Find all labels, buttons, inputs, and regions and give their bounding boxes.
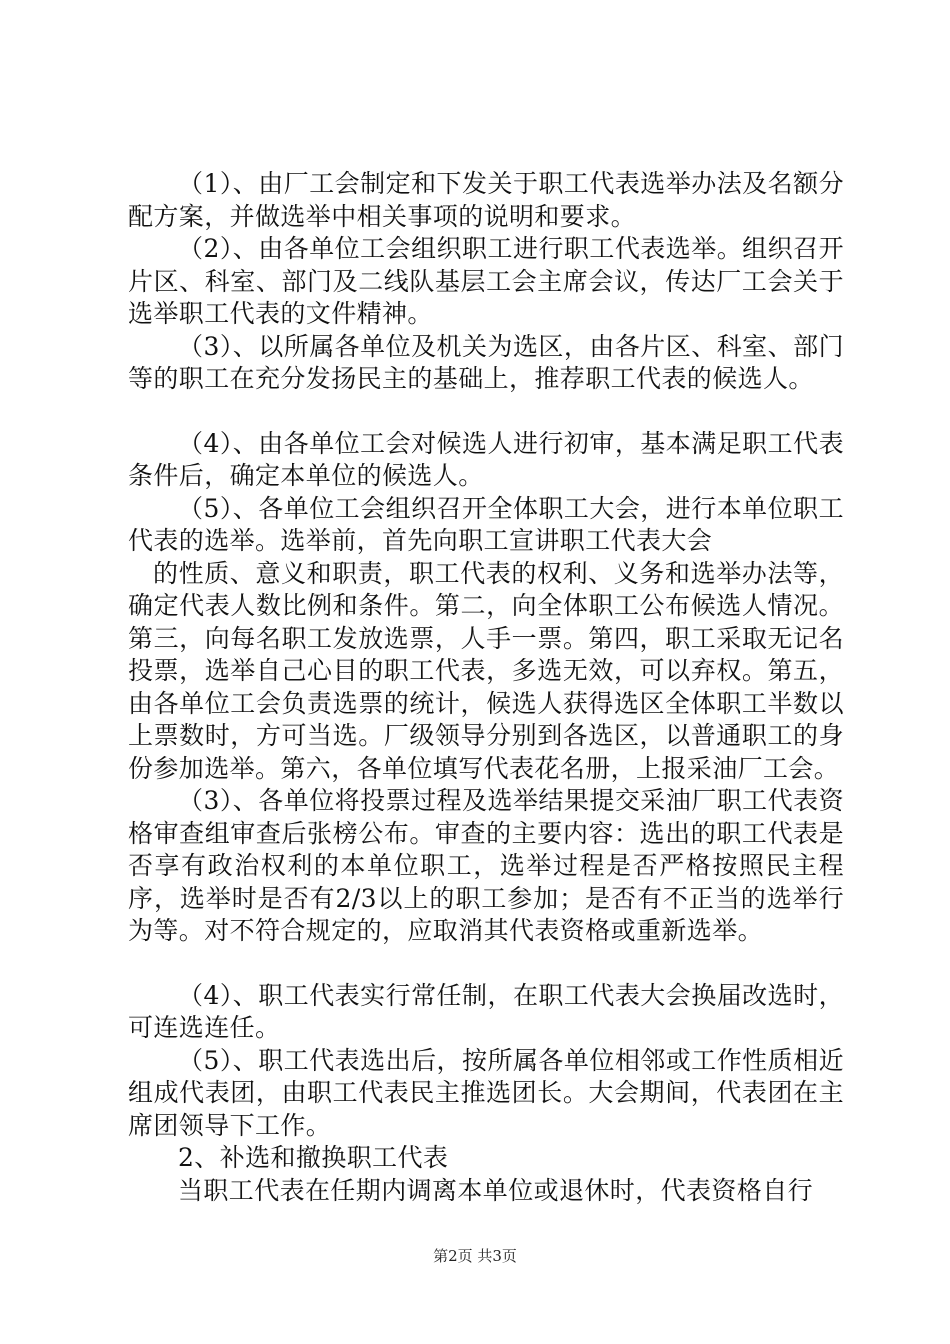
section-heading: 2、补选和撤换职工代表 bbox=[178, 1143, 449, 1172]
paragraph-6: 的性质、意义和职责，职工代表的权利、义务和选举办法等，确定代表人数比例和条件。第二，向全体职工公布候选人情况。第三，向每名职工发放选票，人手一票。第四，职工采取无记名投票，选举自己心目的职工代表，多选无效，可以弃权。第五，由各单位工会负责选票的统计，候选人获得选区全体职工半数以上票数时，方可当选。厂级领导分别到各选区，以普通职工的身份参加选举。第六，各单位填写代表花名册，上报采油厂工会。 bbox=[128, 558, 844, 783]
page-number: 第2页 共3页 bbox=[433, 1247, 517, 1265]
document-body bbox=[128, 168, 844, 1207]
paragraph-10: 当职工代表在任期内调离本单位或退休时，代表资格自行 bbox=[178, 1175, 814, 1205]
paragraph-5: （5）、各单位工会组织召开全体职工大会，进行本单位职工代表的选举。选举前，首先向职工宣讲职工代表大会 bbox=[128, 493, 844, 555]
paragraph-4: （4）、由各单位工会对候选人进行初审，基本满足职工代表条件后，确定本单位的候选人。 bbox=[128, 428, 844, 490]
paragraph-3: （3）、以所属各单位及机关为选区，由各片区、科室、部门等的职工在充分发扬民主的基础上，推荐职工代表的候选人。 bbox=[128, 331, 844, 393]
paragraph-8: （4）、职工代表实行常任制，在职工代表大会换届改选时，可连选连任。 bbox=[128, 980, 844, 1042]
paragraph-9: （5）、职工代表选出后，按所属各单位相邻或工作性质相近组成代表团，由职工代表民主推选团长。大会期间，代表团在主席团领导下工作。 bbox=[128, 1045, 844, 1140]
paragraph-7: （3）、各单位将投票过程及选举结果提交采油厂职工代表资格审查组审查后张榜公布。审查的主要内容：选出的职工代表是否享有政治权利的本单位职工，选举过程是否严格按照民主程序，选举时是否有2/3以上的职工参加；是否有不正当的选举行为等。对不符合规定的，应取消其代表资格或重新选举。 bbox=[128, 786, 844, 945]
paragraph-2: （2）、由各单位工会组织职工进行职工代表选举。组织召开片区、科室、部门及二线队基层工会主席会议，传达厂工会关于选举职工代表的文件精神。 bbox=[128, 234, 844, 328]
paragraph-1: （1）、由厂工会制定和下发关于职工代表选举办法及名额分配方案，并做选举中相关事项的说明和要求。 bbox=[128, 169, 844, 231]
